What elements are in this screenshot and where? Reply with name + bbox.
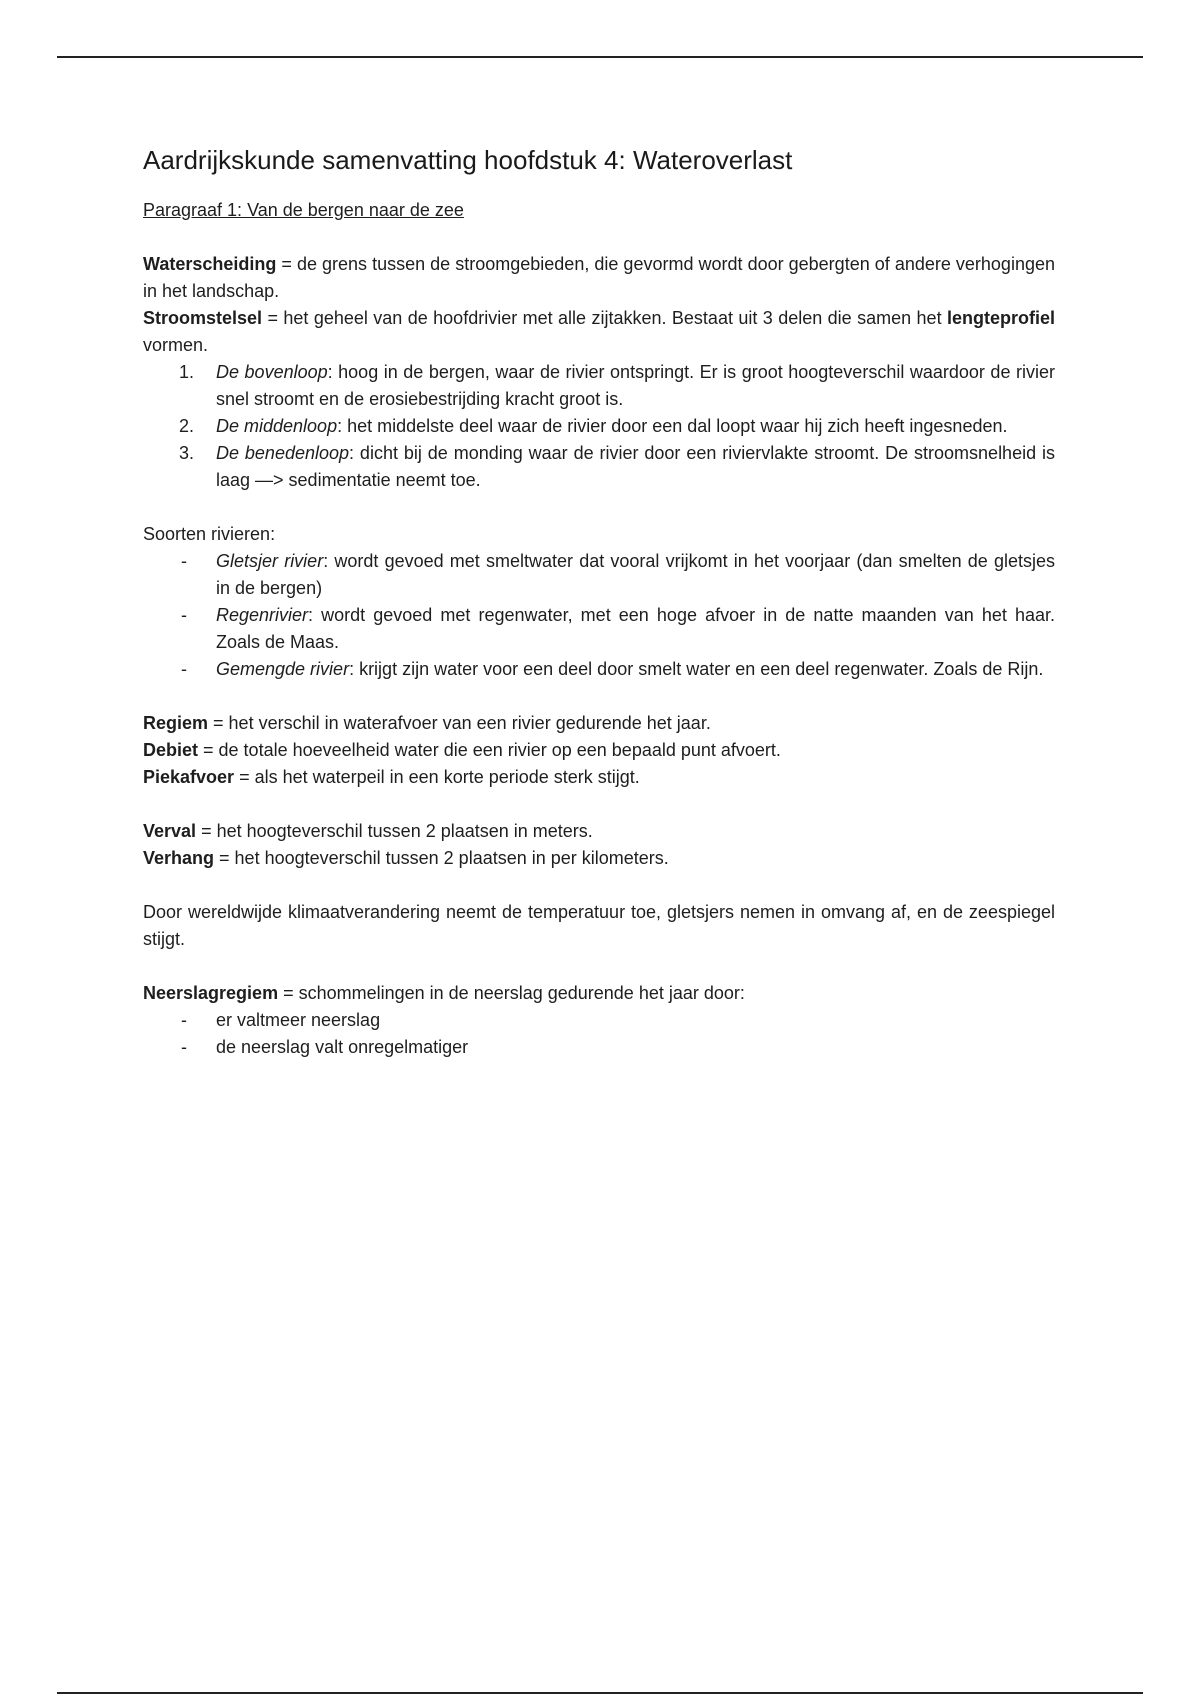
term-stroomstelsel: Stroomstelsel	[143, 308, 263, 328]
definition-waterscheiding	[143, 251, 1055, 305]
river-type-text: : wordt gevoed met regenwater, met een hoge afvoer in de natte maanden van het haar. Zoals de Maas.	[216, 605, 1055, 652]
list-dash: -	[181, 1010, 187, 1030]
top-rule	[57, 56, 1143, 58]
term-piekafvoer: Piekafvoer	[143, 767, 235, 787]
document-title: Aardrijkskunde samenvatting hoofdstuk 4: Wateroverlast	[143, 145, 793, 175]
bottom-rule	[57, 1692, 1143, 1694]
neerslag-list	[143, 1007, 1055, 1061]
river-type-text: : krijgt zijn water voor een deel door smelt water en een deel regenwater. Zoals de Rijn.	[349, 659, 1044, 679]
definition-stroomstelsel	[143, 305, 1055, 359]
river-types-list	[143, 548, 1055, 683]
definition-text: = het geheel van de hoofdrivier met alle zijtakken. Bestaat uit 3 delen die samen het	[262, 308, 947, 328]
list-dash: -	[181, 605, 187, 625]
definition-verhang	[143, 845, 1055, 872]
definition-text: = schommelingen in de neerslag gedurende het jaar door:	[278, 983, 745, 1003]
list-dash: -	[181, 659, 187, 679]
list-dash: -	[181, 551, 187, 571]
definition-text: = als het waterpeil in een korte periode sterk stijgt.	[234, 767, 640, 787]
river-types-heading: Soorten rivieren:	[143, 524, 276, 544]
definition-text: = de totale hoeveelheid water die een rivier op een bepaald punt afvoert.	[198, 740, 781, 760]
definition-verval	[143, 818, 1055, 845]
list-number: 1.	[179, 362, 195, 382]
definition-debiet	[143, 737, 1055, 764]
stage-text: : dicht bij de monding waar de rivier door een riviervlakte stroomt. De stroomsnelheid is laag —> sedimentatie neemt toe.	[216, 443, 1055, 490]
definition-regiem	[143, 710, 1055, 737]
definition-text: = het verschil in waterafvoer van een rivier gedurende het jaar.	[208, 713, 711, 733]
definition-text: = het hoogteverschil tussen 2 plaatsen in meters.	[196, 821, 593, 841]
term-verhang: Verhang	[143, 848, 215, 868]
term-neerslagregiem: Neerslagregiem	[143, 983, 279, 1003]
stage-term: De bovenloop	[216, 362, 328, 382]
definition-text-end: vormen.	[143, 335, 209, 355]
list-item	[143, 359, 1055, 413]
stage-text: : hoog in de bergen, waar de rivier ontspringt. Er is groot hoogteverschil waardoor de rivier snel stroomt en de erosiebestrijding kracht groot is.	[216, 362, 1055, 409]
definition-neerslagregiem	[143, 980, 1055, 1007]
stage-text: : het middelste deel waar de rivier door een dal loopt waar hij zich heeft ingesneden.	[337, 416, 1008, 436]
list-number: 2.	[179, 416, 195, 436]
definition-piekafvoer	[143, 764, 1055, 791]
list-item	[143, 413, 1055, 440]
term-regiem: Regiem	[143, 713, 209, 733]
list-item	[143, 440, 1055, 494]
stage-term: De benedenloop	[216, 443, 350, 463]
term-debiet: Debiet	[143, 740, 199, 760]
list-item	[143, 1034, 1055, 1061]
river-type-term: Gemengde rivier	[216, 659, 350, 679]
list-item	[143, 656, 1055, 683]
list-item	[143, 602, 1055, 656]
definition-text: = de grens tussen de stroomgebieden, die gevormd wordt door gebergten of andere verhogingen in het landschap.	[143, 254, 1055, 301]
term-lengteprofiel: lengteprofiel	[946, 308, 1055, 328]
stage-term: De middenloop	[216, 416, 338, 436]
neerslag-item-text: er valtmeer neerslag	[216, 1010, 381, 1030]
list-dash: -	[181, 1037, 187, 1057]
term-verval: Verval	[143, 821, 197, 841]
section-heading: Paragraaf 1: Van de bergen naar de zee	[143, 200, 464, 220]
list-item	[143, 548, 1055, 602]
climate-paragraph: Door wereldwijde klimaatverandering neemt de temperatuur toe, gletsjers nemen in omvang af, en de zeespiegel stijgt.	[143, 902, 1055, 949]
river-stages-list	[143, 359, 1055, 494]
river-type-term: Gletsjer rivier	[216, 551, 324, 571]
list-item	[143, 1007, 1055, 1034]
river-type-text: : wordt gevoed met smeltwater dat vooral vrijkomt in het voorjaar (dan smelten de gletsjes in de bergen)	[216, 551, 1056, 598]
term-waterscheiding: Waterscheiding	[143, 254, 277, 274]
list-number: 3.	[179, 443, 195, 463]
river-type-term: Regenrivier	[216, 605, 309, 625]
document-body	[143, 143, 1055, 1061]
definition-text: = het hoogteverschil tussen 2 plaatsen in per kilometers.	[214, 848, 669, 868]
neerslag-item-text: de neerslag valt onregelmatiger	[216, 1037, 469, 1057]
